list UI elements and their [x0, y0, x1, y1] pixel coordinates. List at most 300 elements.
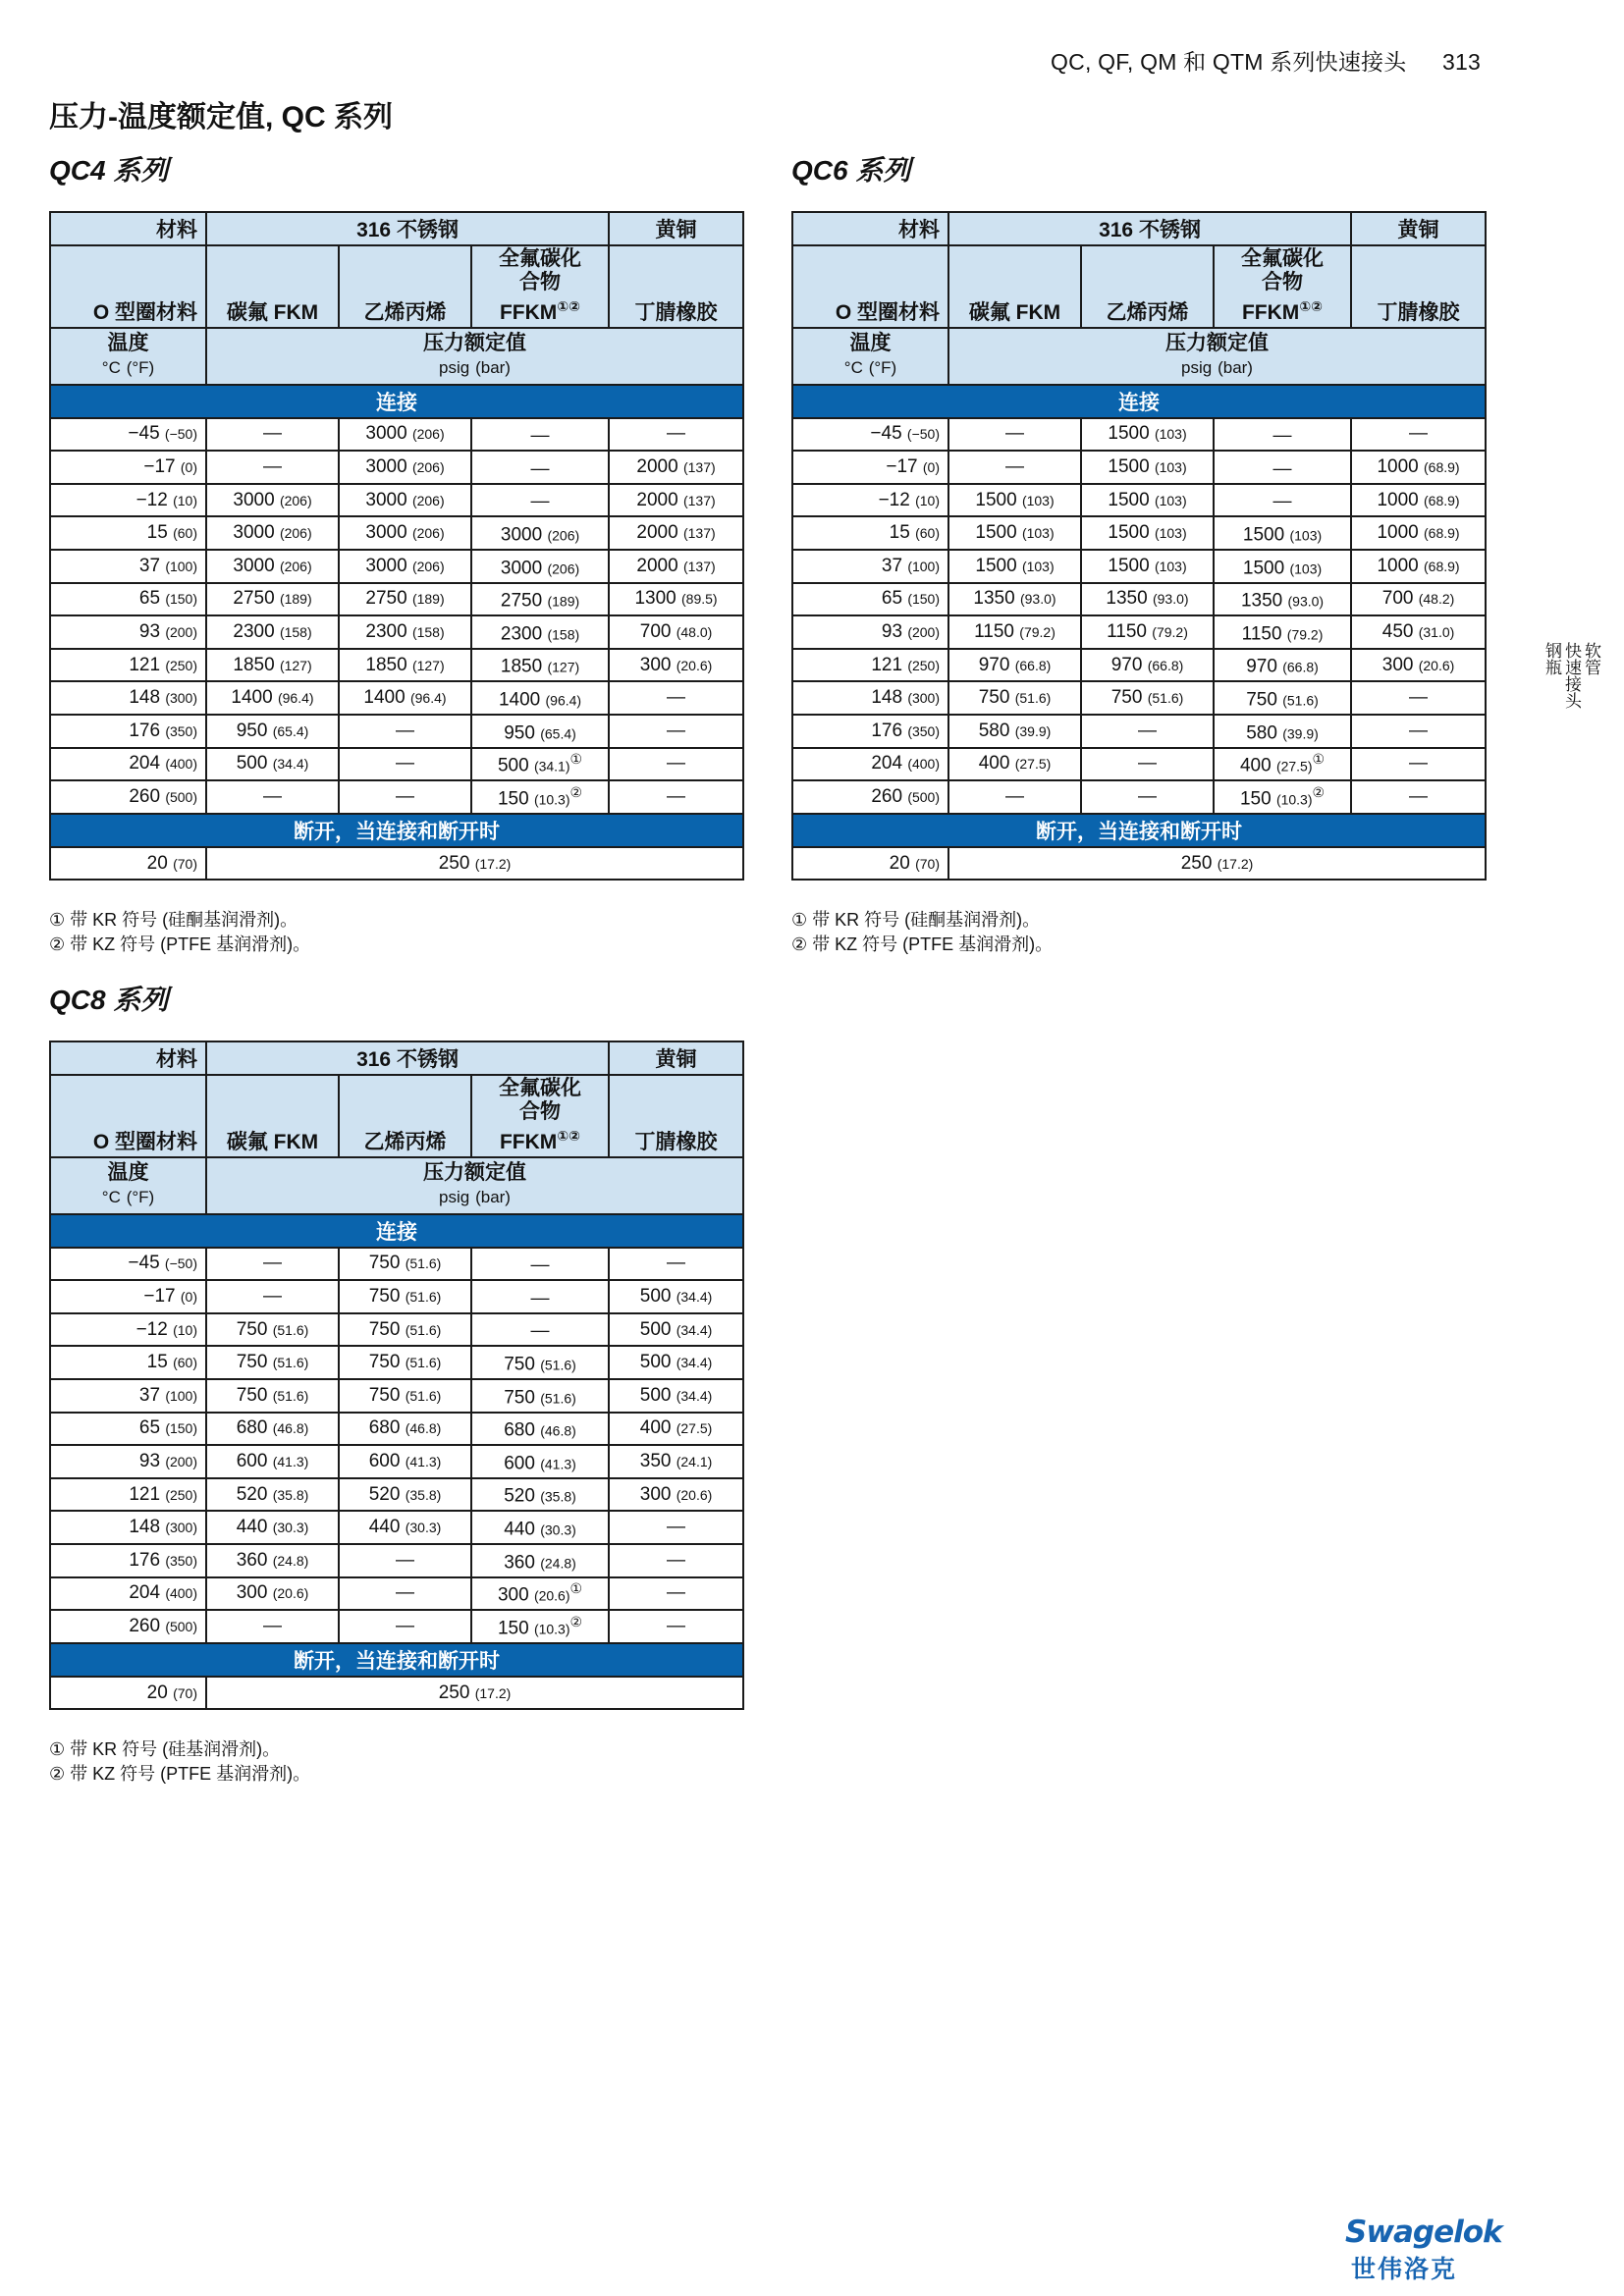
temp-f: (−50) — [164, 1255, 197, 1272]
temp-f: (100) — [165, 558, 197, 574]
psig-value: 300 — [497, 1584, 529, 1606]
temp-unit-c: °C — [101, 1188, 121, 1207]
value-cell — [206, 748, 339, 781]
value-cell — [471, 1379, 609, 1413]
psig-value: 750 — [236, 1352, 268, 1373]
psig-value: — — [1005, 423, 1024, 445]
temp-f: (70) — [915, 855, 940, 872]
section-title-qc8: QC8 系列 — [49, 985, 169, 1015]
psig-value: 600 — [368, 1450, 401, 1471]
bar-value: (96.4) — [409, 690, 447, 707]
bar-value: (30.3) — [405, 1520, 442, 1536]
psig-value: 3000 — [365, 423, 407, 445]
temp-cell — [792, 681, 948, 715]
psig-value: 300 — [1381, 654, 1414, 675]
bar-value: (51.6) — [540, 1389, 576, 1406]
psig-value: — — [396, 720, 414, 741]
band-disconnected — [792, 814, 1486, 847]
table-row — [50, 1610, 743, 1643]
temp-f: (0) — [180, 458, 197, 475]
value-cell — [339, 516, 471, 550]
temp-f: (−50) — [164, 426, 197, 443]
value-cell — [339, 649, 471, 682]
pressure-unit-bar: (bar) — [1218, 358, 1253, 378]
value-cell — [206, 1478, 339, 1512]
pressure-label: 压力额定值 — [423, 1161, 527, 1185]
psig-value: 520 — [504, 1485, 535, 1507]
temp-cell — [50, 649, 206, 682]
psig-value: — — [1005, 455, 1024, 477]
ffkm-line3: FFKM — [499, 300, 558, 324]
table-row-disconnected — [792, 847, 1486, 881]
value-cell — [948, 484, 1081, 517]
temp-cell — [792, 615, 948, 649]
header-row-oring — [792, 245, 1486, 328]
value-cell — [471, 1544, 609, 1577]
psig-value: — — [396, 1615, 414, 1636]
bar-value: (93.0) — [1152, 591, 1189, 608]
value-cell — [1081, 550, 1214, 583]
psig-value: — — [667, 785, 686, 807]
psig-value: — — [263, 1253, 282, 1274]
psig-value: 500 — [639, 1285, 672, 1307]
temp-f: (200) — [165, 623, 197, 640]
value-cell — [1081, 583, 1214, 616]
temp-f: (10) — [915, 492, 940, 508]
bar-value: (10.3) — [533, 791, 570, 808]
temp-f: (400) — [165, 756, 197, 773]
col-fkm: 碳氟 FKM — [948, 245, 1081, 328]
value-cell — [1351, 550, 1486, 583]
psig-value: — — [396, 753, 414, 774]
temp-c: −12 — [135, 489, 168, 510]
table-row — [50, 649, 743, 682]
psig-value: 750 — [368, 1352, 401, 1373]
psig-value: 750 — [368, 1253, 401, 1274]
band-connected-label: 连接 — [50, 385, 743, 418]
temp-unit-f: (°F) — [126, 358, 155, 378]
value-cell — [609, 1379, 743, 1413]
ffkm-line1: 全氟碳化 — [1241, 246, 1325, 270]
psig-value: 520 — [368, 1483, 401, 1505]
value-cell — [206, 1677, 743, 1710]
psig-value: 400 — [1239, 755, 1272, 776]
bar-value: (206) — [279, 558, 312, 574]
value-cell — [948, 418, 1081, 452]
bar-value: (158) — [279, 623, 312, 640]
value-cell — [339, 583, 471, 616]
bar-value: (39.9) — [1282, 724, 1319, 741]
value-cell — [609, 1478, 743, 1512]
value-cell — [1081, 715, 1214, 748]
psig-value: 600 — [236, 1450, 268, 1471]
bar-value: (51.6) — [540, 1357, 576, 1373]
pressure-unit: psig — [1181, 358, 1213, 378]
pressure-unit: psig — [439, 1188, 470, 1207]
psig-value: 3000 — [365, 522, 407, 544]
psig-value: 1500 — [1242, 524, 1285, 546]
bar-value: (89.5) — [681, 591, 718, 608]
pressure-unit-bar: (bar) — [475, 358, 511, 378]
footnote-mark: ② — [1312, 783, 1326, 800]
temp-c: 93 — [881, 620, 903, 642]
psig-value: 1500 — [1108, 555, 1150, 576]
bar-value: (34.4) — [676, 1288, 713, 1305]
psig-value: — — [1409, 423, 1429, 445]
temp-c: 15 — [146, 1352, 168, 1373]
footnote-mark: ① — [569, 1580, 583, 1597]
temp-f: (−50) — [906, 426, 940, 443]
value-cell — [206, 1544, 339, 1577]
value-cell — [1214, 418, 1351, 452]
bar-value: (103) — [1154, 558, 1187, 574]
col-nbr: 丁腈橡胶 — [609, 1075, 743, 1157]
value-cell — [948, 451, 1081, 484]
psig-value: — — [1409, 785, 1429, 807]
value-cell — [339, 1313, 471, 1347]
psig-value: 750 — [368, 1384, 401, 1406]
table-row — [792, 681, 1486, 715]
value-cell — [339, 1379, 471, 1413]
bar-value: (103) — [1289, 527, 1323, 544]
psig-value: 2750 — [365, 588, 407, 610]
ffkm-line3: FFKM — [1241, 300, 1300, 324]
value-cell — [206, 484, 339, 517]
bar-value: (20.6) — [676, 1486, 713, 1503]
temp-c: 20 — [146, 1682, 168, 1703]
psig-value: 3000 — [500, 557, 543, 578]
bar-value: (93.0) — [1287, 593, 1325, 610]
psig-value: — — [667, 423, 686, 445]
temp-cell — [50, 484, 206, 517]
temp-cell — [50, 681, 206, 715]
value-cell — [948, 780, 1081, 814]
col-fkm: 碳氟 FKM — [206, 245, 339, 328]
bar-value: (35.8) — [540, 1488, 576, 1505]
psig-value: 970 — [978, 654, 1010, 675]
temp-c: −12 — [878, 489, 910, 510]
footnotes-qc6 — [791, 908, 1053, 957]
value-cell — [1081, 451, 1214, 484]
value-cell — [206, 715, 339, 748]
psig-value: 1000 — [1377, 555, 1419, 576]
col-nbr: 丁腈橡胶 — [1351, 245, 1486, 328]
value-cell — [471, 715, 609, 748]
bar-value: (17.2) — [474, 855, 512, 872]
psig-value: — — [667, 687, 686, 709]
brass-label: 黄铜 — [609, 212, 743, 245]
bar-value: (103) — [1154, 525, 1187, 542]
psig-value: 580 — [978, 720, 1010, 741]
psig-value: — — [1409, 687, 1429, 709]
value-cell — [1351, 681, 1486, 715]
col-fkm: 碳氟 FKM — [206, 1075, 339, 1157]
band-connected-label: 连接 — [792, 385, 1486, 418]
temp-c: 176 — [129, 720, 161, 741]
temp-f: (250) — [165, 1486, 197, 1503]
psig-value: 400 — [639, 1417, 672, 1439]
table-row — [50, 1346, 743, 1379]
col-epdm: 乙烯丙烯 — [1081, 245, 1214, 328]
bar-value: (30.3) — [272, 1520, 309, 1536]
header-row-material — [50, 1041, 743, 1075]
temp-label: 温度 — [107, 332, 149, 355]
temp-f: (60) — [915, 525, 940, 542]
value-cell — [206, 418, 339, 452]
bar-value: (68.9) — [1424, 492, 1460, 508]
bar-value: (79.2) — [1019, 623, 1056, 640]
bar-value: (206) — [411, 492, 445, 508]
psig-value: 1000 — [1377, 489, 1419, 510]
bar-value: (51.6) — [405, 1288, 442, 1305]
footnote: ① 带 KR 符号 (硅酮基润滑剂)。 — [49, 910, 298, 930]
swagelok-logo — [1345, 2215, 1502, 2283]
temp-cell — [792, 649, 948, 682]
value-cell — [206, 1445, 339, 1478]
header-row-units — [50, 1157, 743, 1214]
bar-value: (34.1) — [533, 758, 570, 774]
value-cell — [609, 780, 743, 814]
col-nbr: 丁腈橡胶 — [609, 245, 743, 328]
psig-value: 2300 — [365, 620, 407, 642]
bar-value: (137) — [682, 525, 716, 542]
bar-value: (48.0) — [676, 623, 713, 640]
bar-value: (20.6) — [676, 657, 713, 673]
bar-value: (79.2) — [1286, 626, 1324, 643]
psig-value: 440 — [368, 1517, 401, 1538]
psig-value: 1500 — [1108, 423, 1150, 445]
pressure-unit: psig — [439, 358, 470, 378]
value-cell — [206, 550, 339, 583]
bar-value: (34.4) — [676, 1321, 713, 1338]
table-row — [50, 1478, 743, 1512]
pressure-unit-bar: (bar) — [475, 1188, 511, 1207]
temp-c: 148 — [129, 1517, 161, 1538]
value-cell — [339, 1346, 471, 1379]
psig-value: 950 — [504, 721, 535, 743]
table-row — [792, 748, 1486, 781]
value-cell — [471, 550, 609, 583]
temp-c: 15 — [889, 522, 910, 544]
psig-value: 1150 — [1107, 620, 1147, 642]
temp-f: (200) — [165, 1453, 197, 1469]
bar-value: (189) — [547, 593, 580, 610]
bar-value: (20.6) — [533, 1587, 570, 1604]
footnote-mark: ② — [569, 783, 583, 800]
header-row-oring — [50, 245, 743, 328]
bar-value: (27.5) — [1275, 758, 1313, 774]
value-cell — [339, 780, 471, 814]
temp-c: 37 — [881, 555, 903, 576]
table-row — [792, 780, 1486, 814]
value-cell — [206, 1413, 339, 1446]
bar-value: (51.6) — [1014, 690, 1052, 707]
psig-value: 2750 — [233, 588, 275, 610]
temp-cell — [50, 516, 206, 550]
psig-value: 1350 — [1240, 590, 1283, 612]
psig-value: — — [1272, 458, 1292, 480]
bar-value: (127) — [547, 659, 580, 675]
value-cell — [339, 715, 471, 748]
value-cell — [1214, 715, 1351, 748]
value-cell — [206, 847, 743, 881]
ffkm-line1: 全氟碳化 — [499, 246, 582, 270]
material-label: 材料 — [792, 212, 948, 245]
bar-value: (51.6) — [405, 1321, 442, 1338]
value-cell — [471, 1413, 609, 1446]
oring-label: O 型圈材料 — [50, 245, 206, 328]
side-tab — [1542, 642, 1600, 709]
temp-cell — [50, 1346, 206, 1379]
col-ffkm — [1214, 245, 1351, 328]
value-cell — [339, 484, 471, 517]
value-cell — [339, 615, 471, 649]
temp-header — [792, 328, 948, 385]
footnotes-qc4 — [49, 908, 310, 957]
temp-unit-c: °C — [101, 358, 121, 378]
psig-value: — — [667, 1615, 686, 1636]
temp-cell — [50, 780, 206, 814]
oring-label: O 型圈材料 — [792, 245, 948, 328]
header-row-material — [50, 212, 743, 245]
temp-c: 93 — [138, 620, 161, 642]
series-title: QC, QF, QM 和 QTM 系列快速接头 — [1051, 49, 1407, 75]
value-cell — [1351, 715, 1486, 748]
value-cell — [1351, 748, 1486, 781]
temp-cell — [50, 615, 206, 649]
temp-f: (300) — [907, 690, 940, 707]
temp-cell — [50, 1610, 206, 1643]
psig-value: 580 — [1246, 721, 1277, 743]
table-row — [50, 780, 743, 814]
temp-c: 204 — [871, 753, 903, 774]
temp-cell — [792, 780, 948, 814]
value-cell — [609, 418, 743, 452]
psig-value: 500 — [236, 753, 268, 774]
psig-value: 500 — [639, 1352, 672, 1373]
table-row — [50, 1413, 743, 1446]
header-row-units — [792, 328, 1486, 385]
psig-value: 250 — [438, 1682, 470, 1703]
temp-cell — [792, 715, 948, 748]
value-cell — [471, 780, 609, 814]
table-row — [50, 1313, 743, 1347]
header-row-units — [50, 328, 743, 385]
value-cell — [609, 615, 743, 649]
psig-value: 300 — [639, 654, 672, 675]
band-connected-label: 连接 — [50, 1214, 743, 1248]
table-row — [50, 484, 743, 517]
col-ffkm — [471, 1075, 609, 1157]
temp-cell — [792, 516, 948, 550]
page-number: 313 — [1442, 49, 1481, 75]
psig-value: — — [530, 458, 550, 480]
bar-value: (51.6) — [272, 1321, 309, 1338]
psig-value: 400 — [978, 753, 1010, 774]
bar-value: (137) — [682, 458, 716, 475]
footnotes-qc8 — [49, 1737, 310, 1787]
table-row — [50, 1577, 743, 1611]
psig-value: 750 — [236, 1318, 268, 1340]
band-disconnected-label: 断开，当连接和断开时 — [792, 814, 1486, 847]
footnote: ① 带 KR 符号 (硅酮基润滑剂)。 — [791, 910, 1041, 930]
temp-cell — [50, 748, 206, 781]
bar-value: (66.8) — [1147, 657, 1184, 673]
value-cell — [609, 1280, 743, 1313]
footnote: ① 带 KR 符号 (硅基润滑剂)。 — [49, 1739, 281, 1759]
value-cell — [1081, 615, 1214, 649]
psig-value: — — [263, 1615, 282, 1636]
psig-value: — — [263, 423, 282, 445]
pressure-header — [206, 1157, 743, 1214]
psig-value: — — [667, 1517, 686, 1538]
value-cell — [948, 715, 1081, 748]
value-cell — [339, 1445, 471, 1478]
value-cell — [948, 516, 1081, 550]
value-cell — [339, 1577, 471, 1611]
value-cell — [339, 748, 471, 781]
value-cell — [609, 748, 743, 781]
temp-f: (350) — [907, 722, 940, 739]
side-tab-item: 快速接头 — [1562, 642, 1581, 709]
psig-value: — — [263, 455, 282, 477]
psig-value: — — [667, 753, 686, 774]
psig-value: 750 — [368, 1318, 401, 1340]
bar-value: (66.8) — [1282, 659, 1319, 675]
value-cell — [1081, 748, 1214, 781]
bar-value: (51.6) — [1282, 692, 1319, 709]
bar-value: (30.3) — [540, 1522, 576, 1538]
header-row-material — [792, 212, 1486, 245]
value-cell — [1081, 681, 1214, 715]
value-cell — [339, 550, 471, 583]
bar-value: (46.8) — [540, 1422, 576, 1439]
temp-f: (100) — [165, 1387, 197, 1404]
temp-c: 176 — [129, 1549, 161, 1571]
value-cell — [339, 418, 471, 452]
psig-value: 1000 — [1377, 455, 1419, 477]
psig-value: 500 — [639, 1318, 672, 1340]
value-cell — [206, 1346, 339, 1379]
temp-c: −12 — [135, 1318, 168, 1340]
logo-wordmark: Swagelok — [1345, 2215, 1502, 2250]
value-cell — [609, 516, 743, 550]
psig-value: 500 — [497, 755, 529, 776]
temp-cell — [792, 484, 948, 517]
ffkm-line1: 全氟碳化 — [499, 1076, 582, 1099]
pressure-label: 压力额定值 — [1165, 332, 1270, 355]
temp-f: (10) — [173, 492, 197, 508]
temp-unit-f: (°F) — [868, 358, 897, 378]
section-title-qc4: QC4 系列 — [49, 155, 169, 186]
temp-cell — [50, 1379, 206, 1413]
bar-value: (206) — [279, 525, 312, 542]
psig-value: 700 — [639, 620, 672, 642]
psig-value: — — [667, 1582, 686, 1604]
temp-cell — [792, 550, 948, 583]
value-cell — [609, 1511, 743, 1544]
value-cell — [1351, 451, 1486, 484]
temp-cell — [50, 1677, 206, 1710]
psig-value: 440 — [236, 1517, 268, 1538]
table-row — [792, 516, 1486, 550]
bar-value: (103) — [1154, 492, 1187, 508]
value-cell — [609, 1313, 743, 1347]
psig-value: 1500 — [1108, 522, 1150, 544]
ffkm-footnote-mark: ①② — [557, 297, 581, 314]
band-disconnected — [50, 814, 743, 847]
psig-value: 1500 — [1108, 489, 1150, 510]
